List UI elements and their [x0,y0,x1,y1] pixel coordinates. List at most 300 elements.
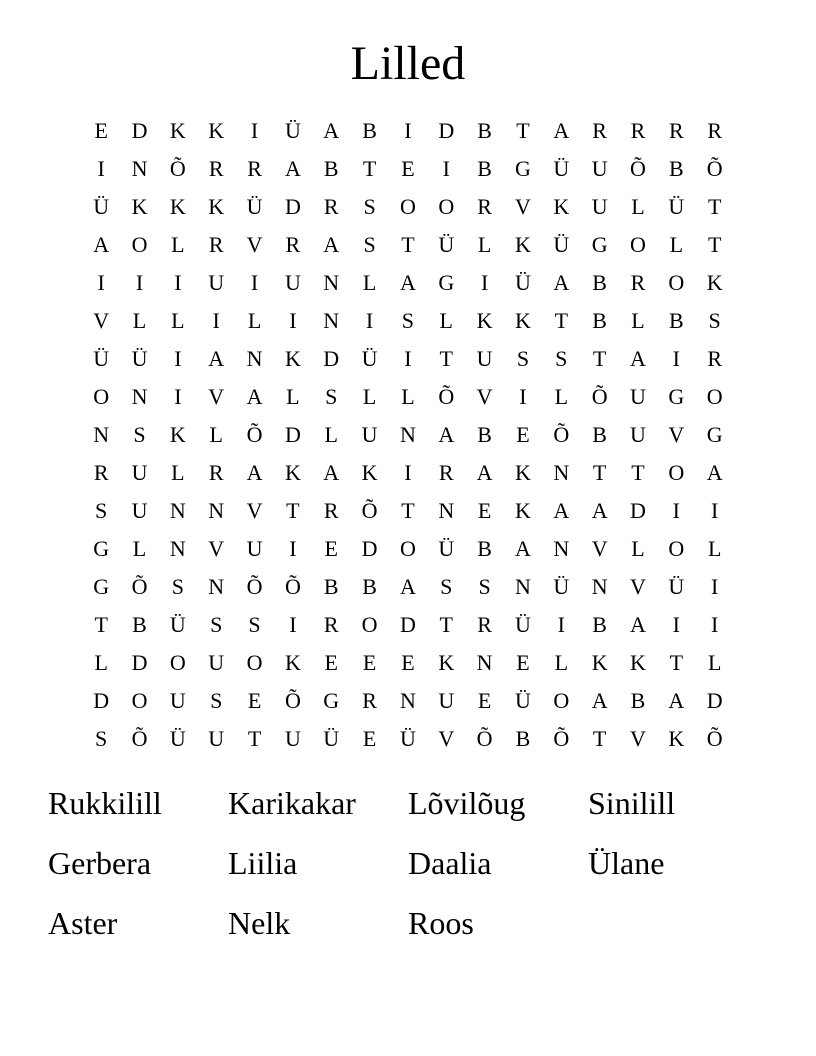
grid-letter: D [706,688,723,713]
grid-letter: S [478,574,491,599]
search-word: Sinilill [588,785,676,821]
grid-letter: I [519,384,527,409]
grid-letter: B [592,270,607,295]
grid-letter: E [477,688,492,713]
grid-letter: I [480,270,489,295]
search-word: Nelk [228,905,291,941]
grid-letter: R [630,118,646,143]
grid-letter: Ü [246,194,263,219]
grid-letter: T [401,498,415,523]
grid-letter: V [208,536,225,561]
grid-letter: I [404,346,412,371]
grid-letter: K [553,194,570,219]
grid-letter: Õ [591,384,608,409]
grid-letter: N [591,574,608,599]
grid-letter: T [94,612,108,637]
grid-letter: K [361,460,378,485]
grid-letter: I [212,308,220,333]
grid-letter: U [361,422,378,447]
grid-letter: S [210,688,223,713]
grid-letter: N [323,308,340,333]
search-word: Karikakar [228,785,356,821]
grid-letter: R [668,118,684,143]
grid-letter: O [630,232,646,257]
search-word: Rukkilill [48,785,162,821]
grid-row [82,454,734,492]
grid-letter: Ü [131,346,148,371]
grid-letter: S [363,232,376,257]
grid-letter: R [707,118,723,143]
grid-letter: E [247,688,262,713]
grid-letter: U [208,270,225,295]
grid-letter: N [131,156,148,181]
grid-letter: O [399,536,416,561]
grid-row [82,492,734,530]
grid-letter: D [361,536,378,561]
grid-letter: Õ [630,156,646,181]
grid-letter: Ü [93,346,110,371]
grid-letter: A [591,498,608,523]
grid-letter: D [630,498,646,523]
grid-letter: R [323,498,339,523]
grid-letter: A [553,118,570,143]
grid-letter: L [669,232,684,257]
grid-letter: I [672,498,680,523]
grid-letter: T [362,156,377,181]
grid-letter: S [401,308,415,333]
grid-letter: S [171,574,184,599]
grid-letter: A [208,346,225,371]
grid-letter: L [132,308,147,333]
grid-letter: T [554,308,569,333]
grid-letter: Õ [284,574,301,599]
grid-letter: B [132,612,147,637]
grid-letter: D [284,194,301,219]
grid-letter: B [362,574,377,599]
grid-letter: D [131,650,148,675]
grid-letter: N [169,536,186,561]
grid-letter: L [132,536,147,561]
grid-letter: N [208,498,225,523]
grid-letter: D [131,118,148,143]
grid-letter: O [438,194,455,219]
grid-letter: N [515,574,531,599]
grid-letter: I [711,498,719,523]
grid-letter: T [669,650,684,675]
grid-letter: N [438,498,455,523]
grid-letter: R [247,156,262,181]
grid-letter: A [323,460,340,485]
grid-letter: S [325,384,338,409]
grid-letter: U [246,536,263,561]
grid-letter: V [438,726,455,751]
grid-row [82,720,734,758]
grid-letter: Ü [93,194,110,219]
grid-row [82,606,734,644]
grid-letter: N [399,688,416,713]
search-word: Gerbera [48,845,152,881]
grid-letter: L [324,422,338,447]
grid-letter: R [208,460,224,485]
grid-row [82,150,734,188]
grid-letter: O [668,270,685,295]
grid-letter: T [707,232,722,257]
grid-letter: U [591,194,608,219]
grid-letter: G [323,688,340,713]
search-word: Lõvilõug [408,785,526,821]
grid-letter: L [707,650,722,675]
grid-letter: L [631,536,645,561]
grid-letter: K [668,726,685,751]
grid-letter: A [323,118,340,143]
grid-letter: S [133,422,146,447]
grid-letter: Õ [553,422,570,447]
grid-letter: B [477,422,492,447]
grid-row [82,188,734,226]
grid-row [82,378,734,416]
grid-letter: E [516,422,530,447]
grid-letter: E [401,650,415,675]
grid-letter: T [631,460,645,485]
grid-letter: K [169,118,186,143]
letter-grid [82,112,734,758]
grid-letter: Õ [131,726,148,751]
grid-letter: A [591,688,608,713]
grid-letter: O [553,688,570,713]
grid-row [82,682,734,720]
grid-letter: N [169,498,186,523]
search-word: Aster [48,905,118,941]
grid-letter: L [554,384,569,409]
grid-row [82,340,734,378]
grid-row [82,302,734,340]
grid-letter: R [93,460,109,485]
grid-letter: L [94,650,108,675]
grid-letter: U [591,156,608,181]
grid-row [82,530,734,568]
grid-letter: N [208,574,225,599]
grid-letter: Ü [323,726,340,751]
grid-letter: D [399,612,416,637]
grid-letter: I [672,346,680,371]
grid-letter: S [95,498,108,523]
grid-letter: I [250,118,259,143]
grid-letter: T [592,460,607,485]
grid-letter: L [362,384,377,409]
search-word: Ülane [588,845,665,881]
search-word: Liilia [228,845,298,881]
grid-letter: A [246,460,263,485]
grid-letter: Ü [399,726,416,751]
grid-letter: L [171,460,185,485]
grid-letter: A [553,270,570,295]
grid-letter: T [286,498,300,523]
grid-letter: Õ [284,688,301,713]
grid-letter: R [285,232,301,257]
grid-letter: O [399,194,416,219]
grid-letter: I [711,574,719,599]
grid-letter: T [516,118,530,143]
grid-letter: L [209,422,223,447]
grid-letter: G [93,574,110,599]
grid-letter: A [399,270,416,295]
grid-letter: K [630,650,646,675]
grid-letter: T [439,346,453,371]
grid-letter: V [591,536,608,561]
grid-letter: O [361,612,378,637]
grid-letter: Õ [246,422,263,447]
grid-letter: Ü [284,118,301,143]
grid-letter: Õ [361,498,378,523]
grid-letter: B [477,536,492,561]
word-list [48,780,768,960]
grid-letter: Õ [246,574,263,599]
grid-letter: N [553,460,570,485]
grid-letter: B [323,574,339,599]
page-title: Lilled [350,37,466,90]
grid-letter: E [362,726,377,751]
grid-letter: I [404,460,412,485]
grid-letter: Ü [668,574,685,599]
grid-row [82,112,734,150]
grid-letter: O [131,688,148,713]
grid-letter: I [97,270,105,295]
grid-letter: G [591,232,608,257]
grid-letter: B [477,118,492,143]
grid-letter: V [630,726,646,751]
grid-letter: D [323,346,340,371]
grid-letter: T [707,194,722,219]
grid-letter: B [515,726,531,751]
grid-letter: V [515,194,531,219]
grid-letter: L [171,308,185,333]
grid-letter: A [246,384,263,409]
grid-letter: V [93,308,110,333]
grid-letter: K [706,270,723,295]
grid-letter: A [706,460,723,485]
word-row [48,900,768,960]
grid-letter: L [439,308,453,333]
grid-letter: I [174,270,182,295]
grid-letter: I [174,346,182,371]
grid-letter: K [591,650,608,675]
grid-letter: A [630,612,646,637]
grid-letter: A [476,460,493,485]
grid-letter: N [476,650,493,675]
grid-letter: K [438,650,455,675]
grid-letter: U [476,346,493,371]
grid-letter: U [208,726,225,751]
grid-letter: E [401,156,415,181]
grid-letter: U [630,422,646,447]
grid-letter: A [630,346,646,371]
grid-letter: S [516,346,530,371]
grid-letter: K [169,194,186,219]
grid-letter: Ü [515,270,531,295]
grid-letter: L [477,232,492,257]
grid-letter: R [208,232,224,257]
grid-letter: B [362,118,377,143]
grid-letter: Ü [515,688,531,713]
grid-letter: L [631,194,645,219]
grid-letter: Ü [668,194,685,219]
grid-letter: K [284,346,301,371]
grid-letter: R [630,270,646,295]
grid-letter: Õ [476,726,493,751]
grid-letter: K [515,308,531,333]
grid-letter: U [131,498,148,523]
grid-letter: I [557,612,565,637]
grid-letter: S [440,574,453,599]
grid-letter: I [711,612,719,637]
grid-letter: G [93,536,110,561]
grid-letter: K [208,118,225,143]
grid-letter: R [323,194,339,219]
grid-letter: U [284,270,301,295]
grid-letter: D [438,118,455,143]
grid-letter: A [515,536,531,561]
grid-letter: L [401,384,415,409]
grid-letter: I [135,270,144,295]
grid-letter: R [438,460,454,485]
grid-letter: S [248,612,261,637]
grid-letter: R [208,156,224,181]
grid-letter: Ü [553,574,570,599]
grid-letter: O [668,536,685,561]
grid-letter: R [477,612,492,637]
grid-letter: T [592,346,607,371]
grid-letter: B [668,156,684,181]
grid-letter: R [707,346,723,371]
grid-letter: R [592,118,607,143]
grid-letter: U [131,460,148,485]
grid-letter: Ü [553,232,570,257]
grid-letter: E [94,118,108,143]
grid-letter: U [284,726,301,751]
grid-letter: R [362,688,377,713]
grid-letter: S [555,346,568,371]
grid-letter: I [672,612,680,637]
grid-letter: V [476,384,493,409]
grid-letter: N [553,536,570,561]
grid-letter: B [668,308,684,333]
grid-letter: K [515,460,531,485]
grid-letter: D [284,422,301,447]
grid-letter: G [706,422,723,447]
grid-letter: K [284,460,301,485]
grid-letter: D [93,688,110,713]
grid-letter: R [323,612,339,637]
grid-letter: N [399,422,416,447]
grid-letter: Ü [169,612,186,637]
grid-letter: A [668,688,685,713]
grid-letter: I [404,118,412,143]
grid-letter: U [630,384,646,409]
grid-letter: I [289,612,297,637]
grid-letter: T [439,612,453,637]
word-row [48,840,768,900]
grid-row [82,568,734,606]
grid-letter: A [399,574,416,599]
grid-letter: B [630,688,646,713]
grid-letter: V [246,498,263,523]
grid-letter: K [284,650,301,675]
grid-letter: A [438,422,455,447]
grid-letter: O [131,232,148,257]
grid-letter: E [324,650,338,675]
grid-letter: O [706,384,723,409]
grid-row [82,644,734,682]
grid-letter: A [553,498,570,523]
grid-letter: K [169,422,186,447]
grid-letter: B [477,156,492,181]
grid-letter: Õ [553,726,570,751]
grid-letter: G [668,384,685,409]
grid-letter: I [250,270,259,295]
grid-letter: I [289,308,297,333]
grid-letter: A [284,156,301,181]
grid-letter: R [477,194,492,219]
grid-letter: U [438,688,455,713]
grid-letter: L [171,232,185,257]
grid-letter: Ü [438,232,455,257]
grid-letter: L [631,308,645,333]
grid-letter: Õ [131,574,148,599]
grid-letter: I [174,384,182,409]
grid-letter: B [592,422,607,447]
grid-letter: L [362,270,377,295]
grid-letter: V [246,232,263,257]
grid-letter: B [592,612,607,637]
grid-letter: Ü [361,346,378,371]
grid-letter: E [516,650,530,675]
grid-letter: L [286,384,300,409]
grid-letter: O [246,650,263,675]
grid-letter: L [554,650,569,675]
grid-letter: Ü [515,612,531,637]
grid-letter: S [210,612,223,637]
grid-letter: E [477,498,492,523]
search-word: Daalia [408,845,492,881]
grid-letter: K [476,308,493,333]
grid-letter: B [592,308,607,333]
grid-letter: K [208,194,225,219]
grid-letter: Ü [553,156,570,181]
grid-letter: O [668,460,685,485]
grid-letter: I [442,156,450,181]
grid-letter: A [323,232,340,257]
grid-letter: K [131,194,148,219]
grid-letter: K [515,232,531,257]
grid-letter: Ü [438,536,455,561]
grid-letter: V [668,422,685,447]
grid-letter: E [362,650,377,675]
grid-letter: I [365,308,374,333]
grid-letter: Õ [169,156,186,181]
grid-letter: Õ [706,156,723,181]
grid-letter: E [324,536,338,561]
grid-letter: V [208,384,225,409]
grid-letter: T [401,232,415,257]
grid-letter: U [169,688,186,713]
grid-letter: V [630,574,646,599]
grid-letter: S [95,726,108,751]
grid-letter: A [93,232,110,257]
grid-letter: Õ [438,384,455,409]
grid-letter: N [246,346,263,371]
grid-letter: S [708,308,721,333]
grid-letter: N [93,422,110,447]
